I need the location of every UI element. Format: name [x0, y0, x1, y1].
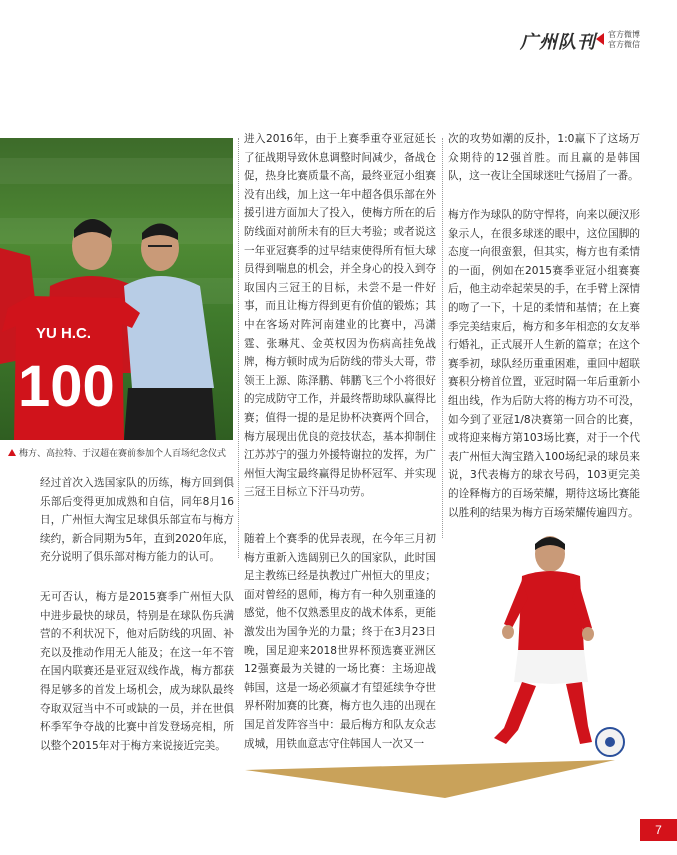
photo-caption [8, 446, 226, 459]
col1-paragraph-2: 无可否认，梅方是2015赛季广州恒大队中进步最快的球员，特别是在球队伤兵满营的不利状况下，他对后防线的巩固、补充以及推动作用无人能及；在这一年不管在国内联赛还是亚冠双线作战，梅方都获得足够多的首发上场机会，成为球队最终夺取双冠当中不可或缺的一员，并在世俱杯季军争夺战的比赛中首发登场亮相，所以整个2015年对于梅方来说接近完美。 [40, 591, 234, 752]
gold-wedge-decoration [245, 760, 615, 798]
col1-paragraph-1: 经过首次入选国家队的历练，梅方回到俱乐部后变得更加成熟和自信，同年8月16日，广州恒大淘宝足球俱乐部宣布与梅方续约，新合同期为5年，直到2020年底，充分说明了俱乐部对梅方能力的认可。 [40, 477, 234, 564]
magazine-title: 广州队刊 [520, 32, 596, 53]
col3-paragraph-1: 次的攻势如潮的反扑，1:0赢下了这场万众期待的12强首胜。而且赢的是韩国队，这一夜让全国球迷吐气扬眉了一番。 [448, 133, 640, 183]
player-cutout-image [470, 532, 630, 762]
ceremony-photo [0, 138, 233, 440]
jersey-name-text: YU H.C. [36, 325, 92, 342]
column-divider-1 [238, 138, 239, 558]
col3-paragraph-2: 梅方作为球队的防守悍将，向来以硬汉形象示人，在很多球迷的眼中，这位国脚的态度一向很蛮狠，但其实，梅方也有柔情的一面，例如在2015赛季亚冠小组赛赛后，他主动牵起荣昊的手，在手臂上深情的吻了一下，十足的柔情和基情；在上赛季完美结束后，梅方和多年相恋的女友举行婚礼，正式展开人生新的篇章；在这个赛季初，球队经历重重困难，重回中超联赛积分榜首位置，亚冠时隔一年后重新小组出线，作为后防大将的梅方功不可没，如今到了亚冠1/8决赛第一回合的比赛，或将迎来梅方第103场比赛，对于一个代表广州恒大淘宝踏入100场纪录的球员来说，3代表梅方的球衣号码，103更完美的诠释梅方的百场荣耀，期待这场比赛能以胜利的结果为梅方百场荣耀传遍四方。 [448, 209, 640, 519]
official-weibo-label: 官方微博 [608, 30, 640, 39]
col2-paragraph-1: 进入2016年，由于上赛季重夺亚冠延长了征战期导致休息调整时间减少，备战仓促，热身比赛质量不高，最终亚冠小组赛没有出线，加上这一年中超各俱乐部在外援引进方面加大了投入，使梅方所在的后防线面对前所未有的巨大考验；或者说这一年亚冠赛季的过早结束使得所有恒大球员得到喘息的机会，并全身心的投入到夺取国内三冠王的目标，未尝不是一件好事，而且让梅方得到更有价值的锻炼；其中在客场对阵河南建业的比赛中，冯潇霆、张琳芃、金英权因为伤病高挂免战牌，梅方顿时成为后防线的带头大哥，带领王上源、陈泽鹏、韩鹏飞三个小将很好的完成防守工作，并最终帮助球队赢得比赛；值得一提的是足协杯决赛两个回合，梅方展现出优良的竞技状态，基本抑制住江苏苏宁的强力外援特谢拉的发挥，为广州恒大淘宝最终赢得足协杯冠军、并实现三冠王目标立下汗马功劳。 [244, 133, 436, 499]
red-arrow-icon [596, 33, 604, 45]
official-wechat-label: 官方微信 [608, 40, 640, 49]
caption-triangle-icon [8, 449, 16, 456]
column-divider-2 [442, 138, 443, 538]
page-number: 7 [640, 819, 677, 841]
jersey-number-text: 100 [18, 354, 115, 419]
photo-caption-text: 梅方、高拉特、于汉超在赛前参加个人百场纪念仪式 [19, 449, 227, 459]
col2-paragraph-2: 随着上个赛季的优异表现，在今年三月初梅方重新入选阔别已久的国家队，此时国足主教练已经是执教过广州恒大的里皮；面对曾经的恩师，梅方有一种久别重逢的感觉，他不仅熟悉里皮的战术体系，更能激发出为国争光的力量；终于在3月23日晚，国足迎来2018世界杯预选赛亚洲区12强赛最为关键的一场比赛：主场迎战韩国，这是一场必须赢才有望延续争夺世界杯附加赛的比赛，梅方也久违的出现在国足首发阵容当中：最后梅方和队友众志成城，用铁血意志守住韩国人一次又一 [244, 533, 436, 750]
magazine-header [520, 28, 670, 52]
